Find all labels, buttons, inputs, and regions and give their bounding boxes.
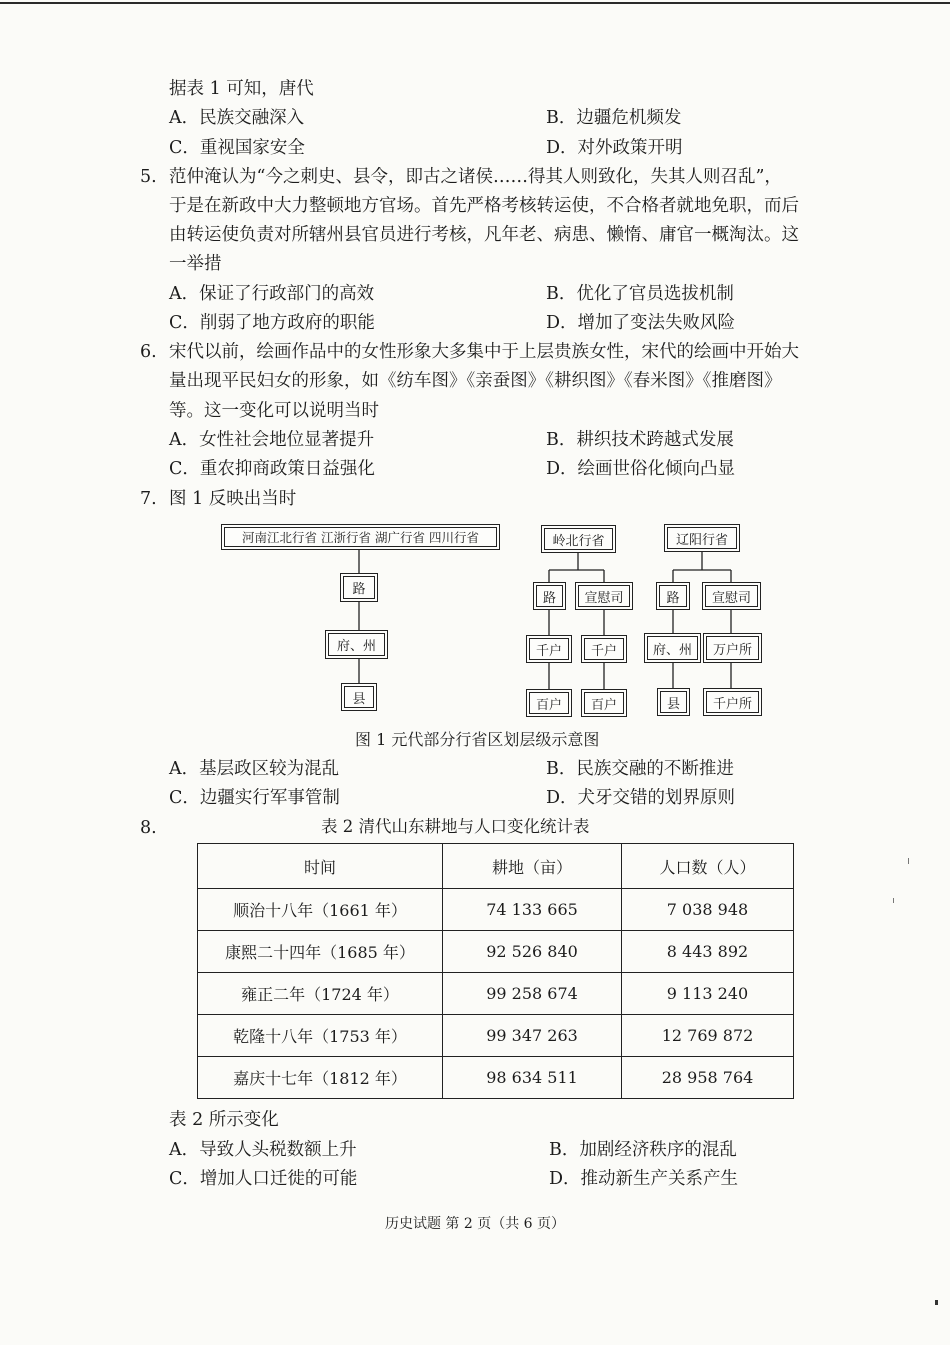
q5-option-b: B．优化了官员选拔机制 (546, 284, 734, 304)
table-2 (197, 843, 794, 1099)
box-g3-qianhusuo (703, 688, 762, 716)
table-header-row (198, 844, 794, 889)
cell-population: 28 958 764 (622, 1057, 794, 1099)
cell-farmland: 74 133 665 (443, 889, 622, 931)
header-time: 时间 (198, 844, 443, 889)
box-four-provinces-label: 河南江北行省 江浙行省 湖广行省 四川行省 (224, 527, 497, 547)
box-g2-xuanweisi (575, 582, 633, 610)
cell-farmland: 98 634 511 (443, 1057, 622, 1099)
box-g2-baihu-right (581, 689, 627, 717)
q5-option-a: A．保证了行政部门的高效 (169, 284, 375, 304)
cell-time: 顺治十八年（1661 年） (198, 889, 443, 931)
cell-population: 12 769 872 (622, 1015, 794, 1057)
cell-farmland: 99 258 674 (443, 973, 622, 1015)
box-g3-fuzhou (644, 633, 701, 663)
cell-time: 乾隆十八年（1753 年） (198, 1015, 443, 1057)
cell-farmland: 92 526 840 (443, 931, 622, 973)
table-2-title: 表 2 清代山东耕地与人口变化统计表 (321, 817, 590, 836)
q5-option-d: D．增加了变法失败风险 (546, 313, 736, 333)
q8-option-c: C．增加人口迁徙的可能 (169, 1169, 358, 1189)
box-g2-qianhu-left (526, 635, 572, 663)
q7-option-d: D．犬牙交错的划界原则 (546, 788, 736, 808)
table-row (198, 1015, 794, 1057)
box-g2-qianhu-right (581, 635, 627, 663)
q4-stem: 据表 1 可知，唐代 (169, 79, 314, 99)
q7-number: 7. (140, 489, 157, 509)
table-row (198, 973, 794, 1015)
box-g1-lu-label: 路 (343, 576, 375, 599)
q6-option-b: B．耕织技术跨越式发展 (546, 430, 734, 450)
q4-option-a: A．民族交融深入 (169, 108, 305, 128)
box-g2-baihu-right-label: 百户 (584, 692, 624, 714)
box-liaoyang (664, 524, 740, 552)
box-liaoyang-label: 辽阳行省 (667, 527, 737, 549)
box-four-provinces (221, 524, 500, 550)
q5-line-2: 于是在新政中大力整顿地方官场。首先严格考核转运使，不合格者就地免职，而后 (169, 196, 799, 216)
scan-speck (935, 1300, 938, 1305)
q7-option-a: A．基层政区较为混乱 (169, 759, 340, 779)
q6-line-3: 等。这一变化可以说明当时 (169, 401, 379, 421)
table-row (198, 889, 794, 931)
q8-stem: 表 2 所示变化 (169, 1110, 279, 1130)
q4-option-c: C．重视国家安全 (169, 138, 305, 158)
q7-option-b: B．民族交融的不断推进 (546, 759, 734, 779)
box-g1-xian-label: 县 (344, 686, 374, 708)
box-g3-xian-label: 县 (660, 691, 687, 713)
q5-option-c: C．削弱了地方政府的职能 (169, 313, 375, 333)
box-g3-wanhusuo (703, 633, 762, 663)
box-g2-qianhu-left-label: 千户 (529, 638, 569, 660)
cell-time: 嘉庆十七年（1812 年） (198, 1057, 443, 1099)
q5-number: 5. (140, 167, 157, 187)
box-g3-qianhusuo-label: 千户所 (706, 691, 759, 713)
q6-option-d: D．绘画世俗化倾向凸显 (546, 459, 736, 479)
table-row (198, 1057, 794, 1099)
box-g3-lu-label: 路 (659, 585, 687, 607)
q4-option-b: B．边疆危机频发 (546, 108, 682, 128)
q7-stem: 图 1 反映出当时 (169, 489, 297, 509)
box-g3-fuzhou-label: 府、州 (647, 636, 698, 660)
cell-population: 7 038 948 (622, 889, 794, 931)
header-population: 人口数（人） (622, 844, 794, 889)
q7-option-c: C．边疆实行军事管制 (169, 788, 340, 808)
cell-time: 雍正二年（1724 年） (198, 973, 443, 1015)
box-g3-xuanweisi (702, 582, 761, 610)
table-row (198, 931, 794, 973)
box-lingbei (541, 525, 616, 553)
box-g2-baihu-left (526, 689, 572, 717)
box-g2-lu-label: 路 (536, 585, 563, 607)
box-g2-baihu-left-label: 百户 (529, 692, 569, 714)
q8-option-a: A．导致人头税数额上升 (169, 1140, 357, 1160)
q6-number: 6. (140, 342, 157, 362)
scan-speck (908, 858, 909, 864)
box-g3-xian (657, 688, 690, 716)
box-g2-lu (533, 582, 566, 610)
box-g1-xian (341, 683, 377, 711)
top-border-line (0, 2, 950, 4)
header-farmland: 耕地（亩） (443, 844, 622, 889)
box-g3-xuanweisi-label: 宣慰司 (705, 585, 758, 607)
q6-option-c: C．重农抑商政策日益强化 (169, 459, 375, 479)
box-g2-xuanweisi-label: 宣慰司 (578, 585, 630, 607)
q4-option-d: D．对外政策开明 (546, 138, 683, 158)
scan-speck (893, 898, 894, 903)
page-footer: 历史试题 第 2 页（共 6 页） (384, 1216, 566, 1232)
box-g1-lu (340, 573, 378, 602)
q5-line-1: 范仲淹认为“今之刺史、县令，即古之诸侯……得其人则致化，失其人则召乱”， (169, 167, 782, 187)
q5-line-4: 一举措 (169, 254, 222, 274)
box-g1-fuzhou-label: 府、州 (328, 633, 385, 656)
box-lingbei-label: 岭北行省 (544, 528, 613, 550)
box-g3-wanhusuo-label: 万户所 (706, 636, 759, 660)
q6-line-2: 量出现平民妇女的形象，如《纺车图》《亲蚕图》《耕织图》《春米图》《推磨图》 (169, 371, 782, 391)
box-g1-fuzhou (325, 630, 388, 659)
box-g3-lu (656, 582, 690, 610)
q8-number: 8. (140, 818, 157, 838)
cell-population: 8 443 892 (622, 931, 794, 973)
cell-time: 康熙二十四年（1685 年） (198, 931, 443, 973)
q6-line-1: 宋代以前，绘画作品中的女性形象大多集中于上层贵族女性，宋代的绘画中开始大 (169, 342, 799, 362)
q8-option-d: D．推动新生产关系产生 (549, 1169, 739, 1189)
cell-farmland: 99 347 263 (443, 1015, 622, 1057)
q8-option-b: B．加剧经济秩序的混乱 (549, 1140, 737, 1160)
box-g2-qianhu-right-label: 千户 (584, 638, 624, 660)
q6-option-a: A．女性社会地位显著提升 (169, 430, 375, 450)
cell-population: 9 113 240 (622, 973, 794, 1015)
figure-1-caption: 图 1 元代部分行省区划层级示意图 (355, 730, 600, 749)
q5-line-3: 由转运使负责对所辖州县官员进行考核，凡年老、病患、懒惰、庸官一概淘汰。这 (169, 225, 799, 245)
